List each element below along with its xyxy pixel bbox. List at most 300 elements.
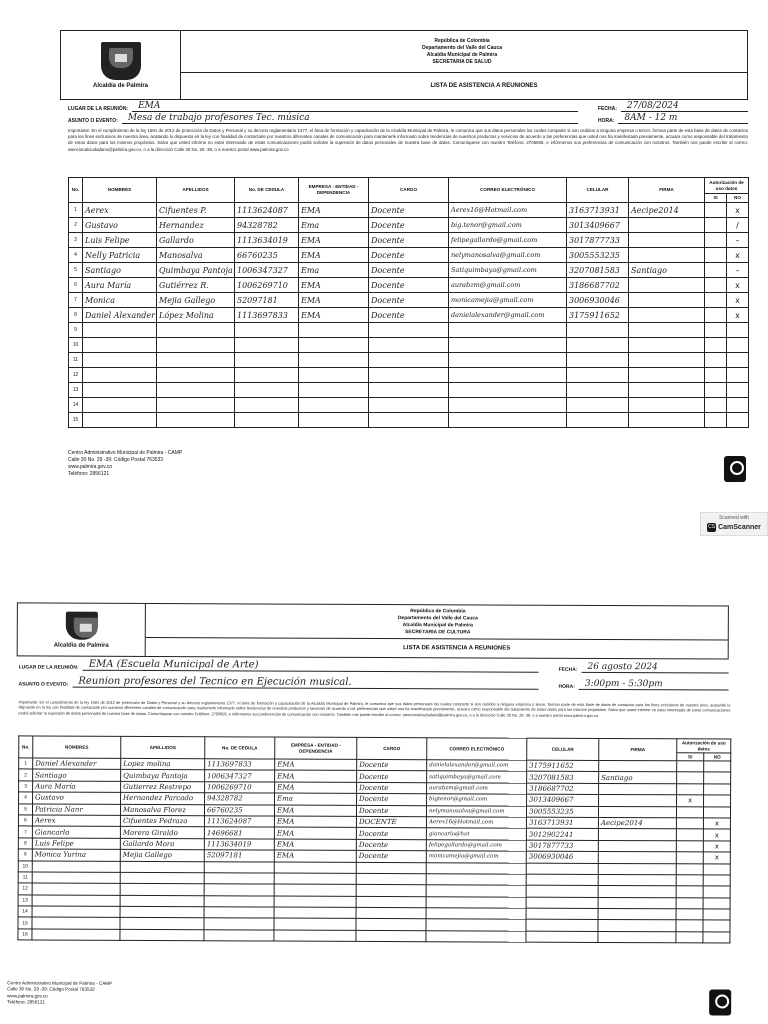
- cell-phone: 3013409667: [527, 794, 599, 806]
- cell-company: Ema: [275, 793, 357, 805]
- cell-row-number: 5: [69, 263, 83, 278]
- cell-surnames: Manosalva: [157, 248, 235, 263]
- cell-email: big.tenor@gmail.com: [449, 218, 567, 233]
- cell-phone: 3013409667: [567, 218, 629, 233]
- cell-surnames: Gutiérrez R.: [157, 278, 235, 293]
- privacy-notice: Importante: En el cumplimiento de la ley 1581 de 2012 de protección de Datos y Personal y su decreto reglamentario 1377, el área de formación y capacitación de la Alcaldía Municipal de Palmira, le comunica que sus datos personales los cuales comparte si son cedidos a ninguna empresa o tercer, forman parte de esta base de datos de contactos para los fines exclusivos de nuestra área, acatando lo dispuesto en la ley con finalidad de contactarle por nuestros diferentes canales de comunicación para mantenerle informado sobre tendencias de nuestros productos y servicios de acuerdo a las preferencias que usted nos ha manifestado previamente, actuara como responsable del tratamiento de estos datos para los mismos propósitos. Salvo que usted informe no estar interesado de estas comunicaciones podrá solicitar la supresión de datos personales de nuestra base de datos. Comuníquese con nuestro Teléfono: 2705605, e infórmenos sus preferencias de comunicación con nosotros. También nos puede escribir al correo: atencionalciudadano@palmira.gov.co, o a la dirección Calle 30 No. 29 -39, o a nuestro portal www.palmira.gov.co: [68, 128, 748, 152]
- table-row-empty: [69, 368, 749, 383]
- cell-signature: Aecipe2014: [629, 203, 705, 218]
- cell-empty: [705, 353, 727, 368]
- cell-company: EMA: [299, 308, 369, 323]
- cell-names: Patricia Nanr: [32, 804, 120, 816]
- cell-empty: [83, 353, 157, 368]
- cell-empty: [157, 413, 235, 428]
- cell-surnames: Gallardo Mora: [120, 838, 204, 850]
- cell-empty: [369, 323, 449, 338]
- cell-surnames: Morera Giraldo: [120, 827, 204, 839]
- cell-id: 1113624087: [204, 816, 274, 828]
- table-row: [69, 203, 749, 218]
- cell-names: Gustavo: [83, 218, 157, 233]
- cell-empty: [157, 398, 235, 413]
- cell-empty: [598, 920, 676, 932]
- certification-seal-icon: [724, 456, 746, 482]
- cell-auth-no: x: [703, 852, 730, 864]
- cell-empty: [426, 874, 526, 886]
- col-header-company: EMPRESA - ENTIDAD - DEPENDENCIA: [275, 737, 357, 759]
- cell-auth-no: x: [703, 841, 730, 853]
- table-row-empty: [69, 353, 749, 368]
- table-header-row: [19, 736, 731, 753]
- meeting-place-label: LUGAR DE LA REUNIÓN:: [68, 106, 129, 112]
- cell-role: Docente: [356, 828, 426, 840]
- cell-signature: [629, 293, 705, 308]
- cell-empty: [204, 884, 274, 896]
- cell-auth-no: [704, 795, 731, 807]
- meeting-place-row: [19, 659, 539, 672]
- cell-surnames: Cifuentes P.: [157, 203, 235, 218]
- cell-empty: [727, 383, 749, 398]
- cell-empty: [157, 323, 235, 338]
- cell-id: 1006269710: [235, 278, 299, 293]
- cell-id: 66760235: [204, 804, 274, 816]
- cell-empty: [356, 907, 426, 919]
- table-row: [69, 248, 749, 263]
- cell-row-number: 4: [19, 792, 33, 803]
- cell-signature: Santiago: [599, 772, 677, 784]
- cell-auth-yes: [676, 852, 703, 864]
- cell-empty: [299, 398, 369, 413]
- col-header-no-auth: NO: [727, 194, 749, 203]
- cell-empty: [157, 383, 235, 398]
- header-line: Alcaldía Municipal de Palmira: [426, 51, 498, 58]
- cell-empty: [299, 338, 369, 353]
- table-row: [69, 293, 749, 308]
- col-header-phone: CELULAR: [567, 178, 629, 203]
- cell-row-number: 8: [18, 838, 32, 849]
- cell-row-number: 8: [69, 308, 83, 323]
- cell-auth-yes: [705, 293, 727, 308]
- cell-surnames: Hernandez Parcado: [121, 793, 205, 805]
- cell-role: Docente: [357, 782, 427, 794]
- cell-id: 1113697833: [235, 308, 299, 323]
- cell-empty: [629, 398, 705, 413]
- cell-phone: 3186687702: [527, 783, 599, 795]
- cell-empty: [703, 932, 730, 944]
- cell-empty: [235, 398, 299, 413]
- cell-email: bigtenor@gmail.com: [427, 794, 527, 806]
- col-header-no: No.: [19, 736, 33, 758]
- col-header-si: SI: [705, 194, 727, 203]
- cell-auth-yes: [676, 806, 703, 818]
- table-row: [69, 278, 749, 293]
- date-value: 27/08/2024: [621, 101, 748, 112]
- cell-id: 1006347327: [235, 263, 299, 278]
- cell-empty: [676, 920, 703, 932]
- cell-auth-no: x: [727, 293, 749, 308]
- cell-email: monicamejia@gmail.com: [449, 293, 567, 308]
- cell-role: Docente: [369, 278, 449, 293]
- privacy-notice: Importante: En el cumplimiento de la ley 1581 de 2012 de protección de Datos y Personal y su decreto reglamentario 1377, el área de formación y capacitación de la Alcaldía Municipal de Palmira, le comunica que sus datos personales los cuales comparte si son cedidos a ninguna empresa o tercer, forman parte de esta base de datos de contactos para los fines exclusivos de nuestra área, acatando lo dispuesto en la ley con finalidad de contactarle por nuestros diferentes canales de comunicación para mantenerle informado sobre tendencias de nuestros productos y servicios de acuerdo a las preferencias que usted nos ha manifestado previamente, actuara como responsable del tratamiento de estos datos para los mismos propósitos. Salvo que usted informe no estar interesado de estas comunicaciones podrá solicitar la supresión de datos personales de nuestra base de datos. Comuníquese con nuestro Teléfono: 2705605, e infórmenos sus preferencias de comunicación con nosotros. También nos puede escribir al correo: atencionalciudadano@palmira.gov.co, o a la dirección Calle 30 No. 29 -39, o a nuestro portal www.palmira.gov.co: [18, 699, 731, 718]
- cell-row-number: 13: [69, 383, 83, 398]
- cell-phone: 3186687702: [567, 278, 629, 293]
- cell-empty: [426, 931, 526, 943]
- cell-empty: [426, 919, 526, 931]
- cell-empty: [274, 862, 356, 874]
- cell-empty: [32, 861, 120, 873]
- table-row-empty: [18, 929, 730, 943]
- cell-phone: 3017877733: [567, 233, 629, 248]
- col-header-id: No. DE CEDULA: [235, 178, 299, 203]
- footer-line: www.palmira.gov.co: [7, 993, 48, 999]
- cell-empty: [369, 398, 449, 413]
- cell-auth-no: x: [727, 308, 749, 323]
- cell-role: Docente: [357, 771, 427, 783]
- cell-empty: [598, 897, 676, 909]
- cell-empty: [727, 338, 749, 353]
- cell-row-number: 1: [69, 203, 83, 218]
- col-header-signature: FIRMA: [629, 178, 705, 203]
- cell-signature: [598, 852, 676, 864]
- header-line: República de Colombia: [410, 607, 466, 614]
- cell-phone: 3012902241: [526, 828, 598, 840]
- cell-row-number: 9: [69, 323, 83, 338]
- cell-empty: [727, 368, 749, 383]
- cell-company: EMA: [275, 759, 357, 771]
- cell-empty: [598, 886, 676, 898]
- cell-empty: [676, 897, 703, 909]
- cell-empty: [449, 413, 567, 428]
- cell-company: Ema: [299, 218, 369, 233]
- date-value: 26 agosto 2024: [581, 662, 728, 674]
- cell-row-number: 7: [18, 826, 32, 837]
- cell-empty: [299, 323, 369, 338]
- cell-phone: 3005553235: [567, 248, 629, 263]
- col-header-surnames: APELLIDOS: [157, 178, 235, 203]
- date-label: FECHA:: [598, 106, 617, 112]
- cell-signature: [599, 795, 677, 807]
- cell-id: 1113624087: [235, 203, 299, 218]
- cell-role: Docente: [357, 794, 427, 806]
- col-header-email: CORREO ELECTRÓNICO: [427, 738, 527, 760]
- cell-email: felipegallardo@gmail.com: [426, 839, 526, 851]
- camscanner-text: CamScanner: [718, 524, 761, 531]
- cell-role: Docente: [369, 233, 449, 248]
- cell-empty: [567, 398, 629, 413]
- cell-names: Aerex: [32, 815, 120, 827]
- cell-empty: [356, 885, 426, 897]
- cell-empty: [157, 368, 235, 383]
- sheet-subtitle: LISTA DE ASISTENCIA A REUNIONES: [403, 645, 511, 652]
- sheet-subtitle: LISTA DE ASISTENCIA A REUNIONES: [430, 83, 538, 89]
- cell-surnames: Mejia Gallego: [120, 850, 204, 862]
- cell-surnames: Quimbaya Pantoja: [121, 770, 205, 782]
- cell-empty: [274, 873, 356, 885]
- cell-company: EMA: [274, 839, 356, 851]
- cell-empty: [204, 907, 274, 919]
- cell-empty: [32, 883, 120, 895]
- cell-empty: [235, 383, 299, 398]
- footer-line: Teléfono: 2856121: [7, 999, 45, 1005]
- cell-empty: [299, 368, 369, 383]
- cell-company: EMA: [274, 805, 356, 817]
- cell-id: 1006269710: [205, 782, 275, 794]
- cell-signature: [629, 278, 705, 293]
- cell-row-number: 15: [18, 917, 32, 928]
- cell-empty: [32, 917, 120, 929]
- event-value: Reunion profesores del Tecnico en Ejecución musical.: [72, 677, 538, 690]
- cell-row-number: 14: [69, 398, 83, 413]
- event-row: [68, 113, 578, 124]
- cell-empty: [83, 413, 157, 428]
- cell-empty: [426, 885, 526, 897]
- cell-auth-yes: [676, 818, 703, 830]
- cell-email: aurabzm@gmail.com: [449, 278, 567, 293]
- header-line: SECRETARIA DE CULTURA: [405, 628, 471, 635]
- cell-signature: [629, 218, 705, 233]
- footer-line: www.palmira.gov.co: [68, 464, 113, 470]
- cell-empty: [83, 383, 157, 398]
- cell-company: EMA: [299, 278, 369, 293]
- cell-row-number: 6: [69, 278, 83, 293]
- cell-empty: [235, 323, 299, 338]
- cell-names: Santiago: [83, 263, 157, 278]
- cell-auth-no: /: [727, 218, 749, 233]
- cell-row-number: 16: [18, 929, 32, 940]
- cell-role: Docente: [369, 308, 449, 323]
- cell-phone: 3005553235: [526, 806, 598, 818]
- cell-empty: [705, 368, 727, 383]
- col-header-si: SI: [677, 753, 704, 761]
- cell-signature: [599, 783, 677, 795]
- table-row-empty: [69, 338, 749, 353]
- cell-role: Docente: [357, 759, 427, 771]
- cell-empty: [83, 398, 157, 413]
- cell-auth-yes: [705, 308, 727, 323]
- header-title-block: [146, 604, 728, 641]
- cell-empty: [449, 383, 567, 398]
- cell-empty: [369, 413, 449, 428]
- table-body: [18, 758, 731, 943]
- cell-role: Docente: [369, 263, 449, 278]
- cell-row-number: 3: [19, 781, 33, 792]
- cell-role: Docente: [369, 203, 449, 218]
- cell-company: EMA: [275, 770, 357, 782]
- cell-names: Aura María: [33, 781, 121, 793]
- cell-auth-yes: [677, 784, 704, 796]
- cell-row-number: 15: [69, 413, 83, 428]
- cell-empty: [703, 898, 730, 910]
- cell-empty: [274, 919, 356, 931]
- table-row: [69, 263, 749, 278]
- cell-auth-no: x: [703, 829, 730, 841]
- cell-email: giancarlo@hot: [426, 828, 526, 840]
- cell-empty: [235, 338, 299, 353]
- cell-row-number: 11: [69, 353, 83, 368]
- cell-surnames: López Molina: [157, 308, 235, 323]
- cell-empty: [356, 896, 426, 908]
- cell-empty: [204, 861, 274, 873]
- cell-auth-yes: [705, 263, 727, 278]
- cell-empty: [235, 368, 299, 383]
- cell-empty: [703, 909, 730, 921]
- cell-empty: [274, 907, 356, 919]
- cell-empty: [567, 323, 629, 338]
- cell-company: EMA: [299, 293, 369, 308]
- attendance-sheet-2: [9, 598, 746, 1021]
- cell-empty: [32, 906, 120, 918]
- cell-empty: [157, 353, 235, 368]
- palmira-logo-icon: [65, 611, 97, 639]
- cell-empty: [598, 863, 676, 875]
- cell-company: EMA: [299, 248, 369, 263]
- cell-signature: [629, 308, 705, 323]
- col-header-data-authorization: Autorización de uso datos: [677, 739, 731, 753]
- cell-names: Monica: [83, 293, 157, 308]
- cell-empty: [705, 323, 727, 338]
- cell-email: aurabzm@gmail.com: [427, 782, 527, 794]
- cell-id: 94328782: [205, 793, 275, 805]
- cell-names: Gustavo: [33, 792, 121, 804]
- cell-empty: [204, 930, 274, 942]
- cell-role: Docente: [369, 248, 449, 263]
- sheet-footer: [7, 980, 112, 1006]
- cell-email: Aerex16@Hotmail.com: [426, 817, 526, 829]
- cell-empty: [356, 873, 426, 885]
- cell-role: DOCENTE: [356, 816, 426, 828]
- cell-empty: [705, 338, 727, 353]
- cell-phone: 3175911652: [527, 760, 599, 772]
- cell-empty: [120, 929, 204, 941]
- cell-phone: 3006930046: [526, 851, 598, 863]
- cell-id: 1113634019: [204, 838, 274, 850]
- cell-signature: [598, 840, 676, 852]
- event-label: ASUNTO O EVENTO:: [68, 118, 118, 124]
- cell-auth-yes: [705, 248, 727, 263]
- cell-empty: [204, 895, 274, 907]
- cell-auth-yes: [705, 203, 727, 218]
- cell-empty: [676, 886, 703, 898]
- cell-signature: [629, 233, 705, 248]
- cell-email: Aerex16@Hotmail.com: [449, 203, 567, 218]
- cell-email: monicamejia@gmail.com: [426, 851, 526, 863]
- footer-line: Centro Administrativo Municipal de Palmira - CAMP: [7, 980, 113, 986]
- cell-empty: [120, 895, 204, 907]
- cell-empty: [705, 413, 727, 428]
- cell-row-number: 13: [18, 895, 32, 906]
- cell-role: Docente: [369, 293, 449, 308]
- cell-phone: 3163713931: [526, 817, 598, 829]
- col-header-phone: CELULAR: [527, 738, 599, 760]
- cell-empty: [598, 874, 676, 886]
- cell-empty: [449, 323, 567, 338]
- time-row: [598, 113, 748, 124]
- table-row: [69, 308, 749, 323]
- time-label: HORA:: [598, 118, 615, 124]
- cell-role: Docente: [356, 839, 426, 851]
- time-value: 3:00pm - 5:30pm: [579, 679, 729, 691]
- cell-empty: [299, 413, 369, 428]
- cell-row-number: 3: [69, 233, 83, 248]
- table-row-empty: [69, 398, 749, 413]
- cell-empty: [526, 920, 598, 932]
- cell-surnames: Manosalva Florez: [120, 804, 204, 816]
- sheet-footer: [68, 450, 182, 478]
- time-row: [559, 679, 729, 691]
- cell-email: Satiquimbaya@gmail.com: [449, 263, 567, 278]
- cell-role: Docente: [356, 851, 426, 863]
- cell-auth-yes: [705, 278, 727, 293]
- col-header-names: NOMBRES: [83, 178, 157, 203]
- cell-names: Luis Felipe: [83, 233, 157, 248]
- cell-row-number: 9: [18, 849, 32, 860]
- cell-empty: [703, 875, 730, 887]
- col-header-no-auth: NO: [704, 753, 731, 761]
- cell-names: Daniel Alexander: [33, 758, 121, 770]
- cell-empty: [356, 919, 426, 931]
- cell-company: EMA: [274, 816, 356, 828]
- cell-surnames: Mejia Gallego: [157, 293, 235, 308]
- cell-names: Santiago: [33, 769, 121, 781]
- cell-auth-no: [704, 784, 731, 796]
- cell-row-number: 12: [69, 368, 83, 383]
- cell-row-number: 7: [69, 293, 83, 308]
- meeting-place-value: EMA (Escuela Municipal de Arte): [83, 660, 539, 673]
- cell-empty: [235, 413, 299, 428]
- cell-role: Docente: [356, 805, 426, 817]
- cell-signature: Aecipe2014: [598, 817, 676, 829]
- cell-empty: [629, 368, 705, 383]
- cell-auth-yes: [677, 772, 704, 784]
- table-row-empty: [69, 323, 749, 338]
- cell-empty: [369, 353, 449, 368]
- table-row-empty: [69, 383, 749, 398]
- logo-box: [18, 603, 146, 656]
- cell-id: 66760235: [235, 248, 299, 263]
- footer-line: Teléfono: 2856121: [68, 471, 110, 477]
- date-row: [598, 101, 748, 112]
- cell-id: 94328782: [235, 218, 299, 233]
- time-label: HORA:: [558, 683, 575, 690]
- cell-role: Docente: [369, 218, 449, 233]
- cell-auth-yes: [676, 829, 703, 841]
- cell-empty: [369, 338, 449, 353]
- col-header-role: CARGO: [369, 178, 449, 203]
- col-header-no: No.: [69, 178, 83, 203]
- cell-empty: [567, 338, 629, 353]
- attendance-table: [68, 177, 749, 428]
- cell-row-number: 2: [69, 218, 83, 233]
- cell-empty: [526, 885, 598, 897]
- time-value: 8AM - 12 m: [618, 113, 748, 124]
- cell-id: 1113634019: [235, 233, 299, 248]
- cell-empty: [299, 383, 369, 398]
- cell-email: danielalexander@gmail.com: [427, 760, 527, 772]
- cell-names: Aerex: [83, 203, 157, 218]
- certification-seal-icon: [709, 989, 731, 1015]
- cell-company: EMA: [274, 850, 356, 862]
- cell-names: Daniel Alexander: [83, 308, 157, 323]
- col-header-id: No. DE CEDULA: [205, 737, 275, 759]
- cell-phone: 3163713931: [567, 203, 629, 218]
- cell-surnames: Lopez molina: [121, 758, 205, 770]
- table-body: [69, 203, 749, 428]
- cell-signature: Santiago: [629, 263, 705, 278]
- cell-empty: [32, 872, 120, 884]
- cell-id: 14696681: [204, 827, 274, 839]
- cell-empty: [526, 931, 598, 943]
- cell-empty: [356, 930, 426, 942]
- cell-signature: [598, 806, 676, 818]
